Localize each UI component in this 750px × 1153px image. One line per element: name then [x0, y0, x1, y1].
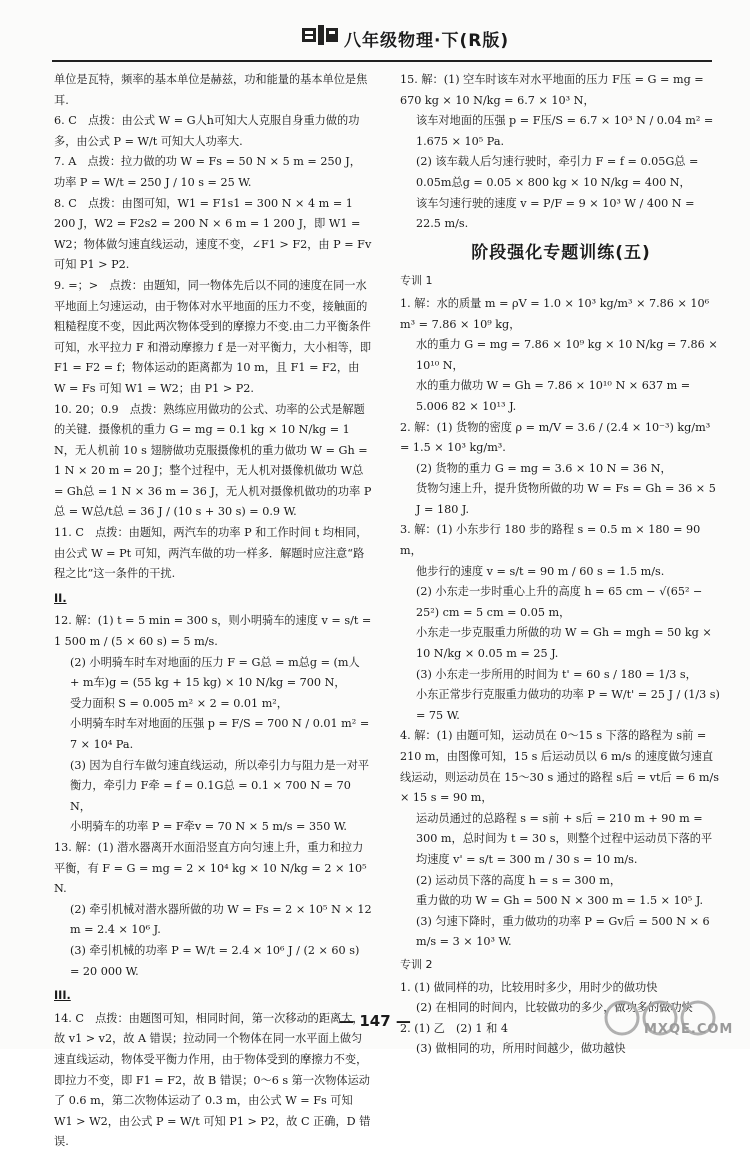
publisher-logo-icon	[300, 22, 340, 48]
exercise-2-answer: 2. 解：(1) 货物的密度 ρ = m/V = 3.6 / (2.4 × 10⁻³) kg/m³ = 1.5 × 10³ kg/m³.	[400, 420, 711, 455]
section-heading-III: III.	[54, 989, 71, 1003]
answer-14: 14. C 点拨：由题图可知，相同时间，第一次移动的距离大，故 v1 > v2，故 A 错误；拉动同一个物体在同一水平面上做匀速直线运动，物体受平衡力作用，由于物体受到的摩擦力不变，即拉力不变，即 F1 = F2，故 B 错误；0～6 s 第一次物体运动了 0.6 m，第二次物体运动了 0.3 m，由公式 W = Fs 可知 W1 > W2，由公式 P = W/t 可知 P1 > P2，故 C 正确，D 错误.	[54, 1011, 371, 1149]
exercise-2-work: 货物匀速上升，提升货物所做的功 W = Fs = Gh = 36 × 5 J = 180 J.	[416, 482, 716, 516]
answer-6: 6. C 点拨：由公式 W = G人h可知大人克服自身重力做的功多，由公式 P = W/t 可知大人功率大.	[54, 114, 360, 148]
answer-12: 12. 解：(1) t = 5 min = 300 s，则小明骑车的速度 v = s/t = 1 500 m / (5 × 60 s) = 5 m/s.	[54, 614, 372, 649]
exercise-3-power: 小东正常步行克服重力做功的功率 P = W/t' = 25 J / (1/3 s) = 75 W.	[416, 688, 720, 722]
exercise-4-power: (3) 匀速下降时，重力做功的功率 P = Gv后 = 500 N × 6 m/s = 3 × 10³ W.	[416, 914, 710, 949]
header-divider	[52, 60, 712, 62]
answer-15-part2: (2) 该车载人后匀速行驶时，牵引力 F = f = 0.05G总 = 0.05m总g = 0.05 × 800 kg × 10 N/kg = 400 N，	[416, 155, 699, 189]
sub-section-2-label: 专训 2	[400, 957, 433, 971]
exercise-4-average-speed: 运动员通过的总路程 s = s前 + s后 = 210 m + 90 m = 300 m，总时间为 t = 30 s，则整个过程中运动员下落的平均速度 v' = s/t = 300 m / 30 s = 10 m/s.	[416, 811, 713, 866]
section-heading-II: II.	[54, 591, 67, 605]
answer-12-pressure: 小明骑车时车对地面的压强 p = F/S = 700 N / 0.01 m² = 7 × 10⁴ Pa.	[70, 717, 370, 751]
answer-13: 13. 解：(1) 潜水器离开水面沿竖直方向匀速上升，重力和拉力平衡，有 F = G = mg = 2 × 10⁴ kg × 10 N/kg = 2 × 10⁵ N.	[54, 840, 367, 896]
left-column	[54, 70, 372, 1153]
answer-12-area: 受力面积 S = 0.005 m² × 2 = 0.01 m²，	[70, 696, 288, 710]
right-column	[400, 70, 722, 1060]
exercise-1-answer: 1. 解：水的质量 m = ρV = 1.0 × 10³ kg/m³ × 7.86 × 10⁶ m³ = 7.86 × 10⁹ kg，	[400, 296, 710, 331]
answer-12-part3: (3) 因为自行车做匀速直线运动，所以牵引力与阻力是一对平衡力，牵引力 F牵 = f = 0.1G总 = 0.1 × 700 N = 70 N，	[70, 758, 370, 813]
answer-15-pressure: 该车对地面的压强 p = F压/S = 6.7 × 10³ N / 0.04 m² = 1.675 × 10⁵ Pa.	[416, 114, 714, 148]
exercise-4-answer: 4. 解：(1) 由题可知，运动员在 0～15 s 下落的路程为 s前 = 210 m，由图像可知，15 s 后运动员以 6 m/s 的速度做匀速直线运动，则运动员在 15～30 s 通过的路程 s后 = vt后 = 6 m/s × 15 s = 90 m，	[400, 729, 719, 805]
exercise-4-work: 重力做的功 W = Gh = 500 N × 300 m = 1.5 × 10⁵ J.	[416, 894, 704, 908]
page-number: — 147 —	[339, 1012, 411, 1030]
exercise-1-work: 水的重力做功 W = Gh = 7.86 × 10¹⁰ N × 637 m = 5.006 82 × 10¹³ J.	[416, 379, 691, 413]
answer-8: 8. C 点拨：由图可知，W1 = F1s1 = 300 N × 4 m = 1 200 J，W2 = F2s2 = 200 N × 6 m = 1 200 J，即 W1 = W2；物体做匀速直线运动，速度不变，∠F1 > F2，由 P = Fv 可知 P1 > P2.	[54, 196, 372, 272]
exercise-2-1-answer: 1. (1) 做同样的功，比较用时多少，用时少的做功快	[400, 980, 658, 994]
exercise-3-work: 小东走一步克服重力所做的功 W = Gh = mgh = 50 kg × 10 N/kg × 0.05 m = 25 J.	[416, 626, 712, 661]
exercise-3-answer: 3. 解：(1) 小东步行 180 步的路程 s = 0.5 m × 180 = 90 m，	[400, 523, 701, 558]
exercise-2-2-part3: (3) 做相同的功，所用时间越少，做功越快	[416, 1042, 626, 1056]
answer-9: 9. =；> 点拨：由题知，同一物体先后以不同的速度在同一水平地面上匀速运动，由于物体对水平地面的压力不变，接触面的粗糙程度不变，因此两次物体受到的摩擦力不变.由二力平衡条件可知，水平拉力 F 和滑动摩擦力 f 是一对平衡力，大小相等，即 F1 = F2 = f；物体运动的距离都为 10 m，且 F1 = F2，由 W = Fs 可知 W1 = W2；由 P1 > P2.	[54, 278, 372, 395]
exercise-2-gravity: (2) 货物的重力 G = mg = 3.6 × 10 N = 36 N，	[416, 461, 672, 475]
watermark-text: MXQE.COM	[644, 1022, 734, 1037]
exercise-2-2-answer: 2. (1) 乙 (2) 1 和 4	[400, 1021, 508, 1035]
answer-11: 11. C 点拨：由题知，两汽车的功率 P 和工作时间 t 均相同，由公式 W = Pt 可知，两汽车做的功一样多．解题时应注意“路程之比”这一条件的干扰.	[54, 526, 368, 581]
sub-section-1-label: 专训 1	[400, 274, 433, 288]
page-header	[0, 16, 750, 56]
answer-10: 10. 20；0.9 点拨：熟练应用做功的公式、功率的公式是解题的关键．摄像机的重力 G = mg = 0.1 kg × 10 N/kg = 1 N，无人机前 10 s 翅膀做功克服摄像机的重力做功 W = Gh = 1 N × 20 m = 20 J；整个过程中，无人机对摄像机做功 W总 = Gh总 = 1 N × 36 m = 36 J，无人机对摄像机做功的功率 P总 = W总/t总 = 36 J / (10 s + 30 s) = 0.9 W.	[54, 402, 372, 519]
exercise-3-time: (3) 小东走一步所用的时间为 t' = 60 s / 180 = 1/3 s，	[416, 667, 697, 681]
answer-13-part2: (2) 牵引机械对潜水器所做的功 W = Fs = 2 × 10⁵ N × 12 m = 2.4 × 10⁶ J.	[70, 902, 372, 937]
answer-13-part3: (3) 牵引机械的功率 P = W/t = 2.4 × 10⁶ J / (2 × 60 s) = 20 000 W.	[70, 943, 360, 978]
answer-7: 7. A 点拨：拉力做的功 W = Fs = 50 N × 5 m = 250 J，功率 P = W/t = 250 J / 10 s = 25 W.	[54, 155, 361, 189]
answer-15-speed: 该车匀速行驶的速度 v = P/F = 9 × 10³ W / 400 N = 22.5 m/s.	[416, 196, 695, 231]
exercise-3-speed: 他步行的速度 v = s/t = 90 m / 60 s = 1.5 m/s.	[416, 564, 665, 578]
answer-12-power: 小明骑车的功率 P = F牵v = 70 N × 5 m/s = 350 W.	[70, 820, 347, 834]
book-title: 八年级物理·下(R版)	[344, 31, 510, 51]
answer-12-part2: (2) 小明骑车时车对地面的压力 F = G总 = m总g = (m人 + m车)g = (55 kg + 15 kg) × 10 N/kg = 700 N，	[70, 655, 360, 690]
exercise-4-height: (2) 运动员下落的高度 h = s = 300 m，	[416, 873, 622, 887]
exercise-3-height: (2) 小东走一步时重心上升的高度 h = 65 cm − √(65² − 25²) cm = 5 cm = 0.05 m，	[416, 585, 703, 619]
section-title: 阶段强化专题训练(五)	[471, 242, 651, 263]
answer-text: 单位是瓦特，频率的基本单位是赫兹，功和能量的基本单位是焦耳.	[54, 73, 368, 107]
answer-15: 15. 解：(1) 空车时该车对水平地面的压力 F压 = G = mg = 670 kg × 10 N/kg = 6.7 × 10³ N，	[400, 73, 704, 107]
exercise-1-gravity: 水的重力 G = mg = 7.86 × 10⁹ kg × 10 N/kg = 7.86 × 10¹⁰ N，	[416, 338, 718, 372]
exercise-2-1-part2: (2) 在相同的时间内，比较做功的多少，做功多的做功快	[416, 1001, 693, 1015]
